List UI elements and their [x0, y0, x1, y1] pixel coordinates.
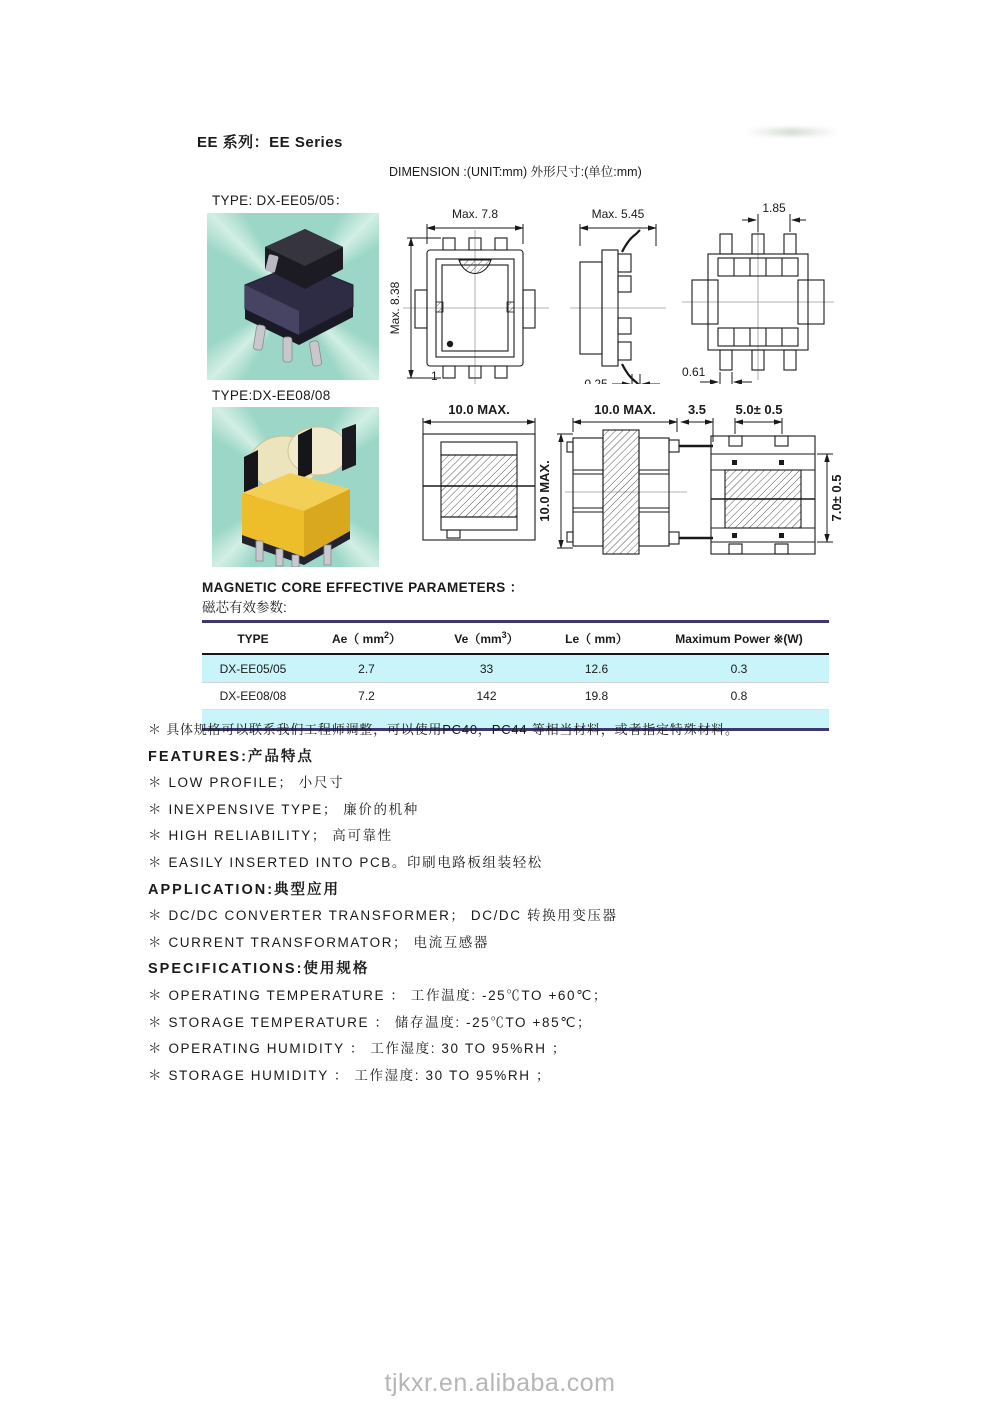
dimension-unit-note: DIMENSION :(UNIT:mm) 外形尺寸:(单位:mm) — [389, 165, 642, 179]
header-ae: Ae（ $mm^2$） — [331, 629, 402, 646]
svg-text:0.25: 0.25 — [584, 377, 608, 384]
ee05-top-view — [388, 207, 549, 384]
ee05-side-view — [570, 207, 666, 384]
specifications-heading: SPECIFICATIONS:使用规格 — [148, 961, 370, 978]
application-item: ＊ DC/DC CONVERTER TRANSFORMER； DC/DC 转换用变压器 — [148, 908, 618, 924]
svg-text:Max. 8.38: Max. 8.38 — [388, 281, 402, 335]
table-cell: DX-EE05/05 — [219, 661, 287, 676]
specification-item: ＊ STORAGE HUMIDITY ： 工作湿度: 30 TO 95%RH ； — [148, 1067, 552, 1083]
product-photo-ee08 — [212, 407, 379, 567]
specification-item: ＊ OPERATING HUMIDITY ： 工作湿度: 30 TO 95%RH ； — [148, 1041, 568, 1057]
text-block — [148, 717, 908, 1089]
core-params-title-zh: 磁芯有效参数: — [202, 600, 287, 615]
ee08-side-view — [537, 402, 713, 554]
core-params-table — [202, 620, 829, 731]
feature-item: ＊ LOW PROFILE； 小尺寸 — [148, 775, 345, 791]
table-row-ee05 — [202, 655, 829, 682]
table-cell: 0.3 — [730, 661, 748, 676]
table-cell: 19.8 — [584, 689, 609, 703]
table-cell: 7.2 — [358, 689, 375, 703]
watermark-smudge — [746, 128, 838, 136]
application-heading: APPLICATION:典型应用 — [148, 881, 341, 898]
materials-note: ＊ 具体规格可以联系我们工程师调整，可以使用PC40，PC44 等相当材料，或者指定特殊材料。 — [148, 722, 739, 737]
feature-item: ＊ INEXPENSIVE TYPE； 廉价的机种 — [148, 801, 419, 817]
drawing-set-ee08 — [405, 400, 875, 572]
smd-transformer-illustration — [207, 213, 379, 380]
svg-text:10.0 MAX.: 10.0 MAX. — [537, 460, 552, 522]
table-cell: DX-EE08/08 — [219, 689, 287, 703]
ee-transformer-illustration — [212, 407, 379, 567]
drawings-ee08 — [405, 400, 875, 577]
table-cell: 12.6 — [584, 661, 609, 676]
table-cell: 2.7 — [358, 661, 375, 676]
svg-text:10.0 MAX.: 10.0 MAX. — [448, 402, 510, 417]
header-max-power: Maximum Power ※(W) — [675, 632, 803, 646]
drawings-ee05 — [385, 192, 880, 389]
specification-item: ＊ STORAGE TEMPERATURE ： 储存温度: -25℃TO +85℃； — [148, 1014, 593, 1030]
application-item: ＊ CURRENT TRANSFORMATOR； 电流互感器 — [148, 934, 490, 950]
ee08-front-view — [711, 402, 844, 554]
table-cell: 0.8 — [730, 689, 748, 703]
ee05-front-view — [682, 201, 834, 384]
svg-text:3.5: 3.5 — [687, 402, 707, 417]
page-title: EE 系列：EE Series — [197, 134, 343, 151]
table-row-ee08 — [202, 682, 829, 709]
svg-text:5.0± 0.5: 5.0± 0.5 — [735, 402, 783, 417]
type-label-ee08: TYPE:DX-EE08/08 — [212, 388, 331, 403]
header-type: TYPE — [237, 632, 269, 646]
svg-text:1.85: 1.85 — [762, 201, 786, 215]
type-label-ee05: TYPE: DX-EE05/05： — [212, 193, 349, 208]
table-cell: 142 — [476, 689, 497, 703]
feature-item: ＊ HIGH RELIABILITY； 高可靠性 — [148, 828, 393, 844]
store-watermark: tjkxr.en.alibaba.com — [384, 1369, 616, 1397]
svg-text:Max. 7.8: Max. 7.8 — [451, 207, 499, 221]
header-ve: $Ve(mm^3)$ — [454, 629, 519, 646]
product-photo-ee05 — [207, 213, 379, 380]
table-header-row — [202, 623, 829, 655]
svg-text:Max. 5.45: Max. 5.45 — [591, 207, 645, 221]
ee08-top-view — [423, 402, 535, 540]
specification-item: ＊ OPERATING TEMPERATURE ： 工作温度: -25℃TO +60℃； — [148, 987, 609, 1003]
header-le: Le（ mm） — [565, 631, 628, 646]
svg-text:1: 1 — [431, 369, 438, 383]
features-heading: FEATURES:产品特点 — [148, 748, 314, 765]
core-params-title-en: MAGNETIC CORE EFFECTIVE PARAMETERS ： — [202, 580, 524, 595]
drawing-set-ee05 — [385, 192, 880, 384]
feature-item: ＊ EASILY INSERTED INTO PCB。印刷电路板组装轻松 — [148, 854, 543, 870]
svg-text:7.0± 0.5: 7.0± 0.5 — [829, 474, 844, 522]
table-cell: 33 — [479, 661, 494, 676]
svg-text:10.0 MAX.: 10.0 MAX. — [594, 402, 656, 417]
svg-text:0.61: 0.61 — [682, 365, 706, 379]
